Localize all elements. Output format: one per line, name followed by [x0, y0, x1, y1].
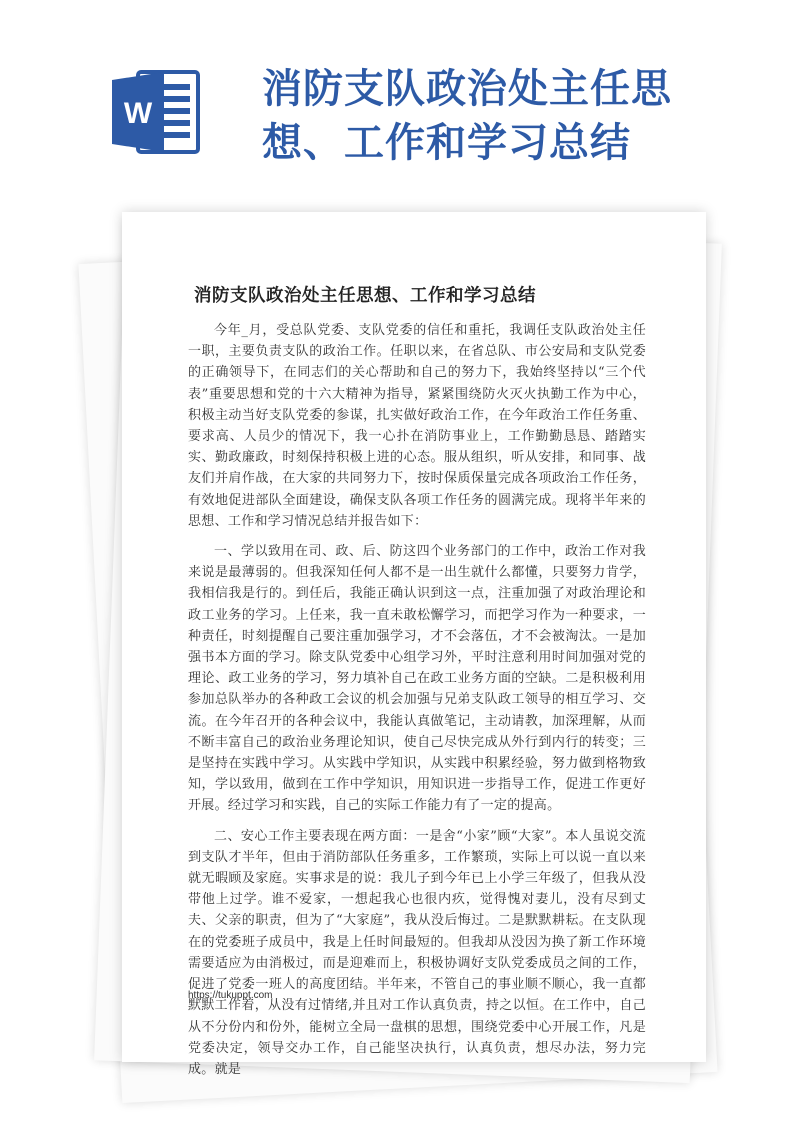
banner-title: 消防支队政治处主任思想、工作和学习总结	[262, 66, 672, 166]
paragraph-study: 一、学以致用在司、政、后、防这四个业务部门的工作中，政治工作对我来说是最薄弱的。但我深知任何人都不是一出生就什么都懂，只要努力肯学，我相信我是行的。到任后，我能正确认识到这一点，注重加强了对政治理论和政工业务的学习。上任来，我一直未敢松懈学习，而把学习作为一种要求，一种责任，时刻提醒自己要注重加强学习，才不会落伍，才不会被淘汰。一是加强书本方面的学习。除支队党委中心组学习外，平时注意利用时间加强对党的理论、政工业务的学习，努力填补自己在政工业务方面的空缺。二是积极利用参加总队举办的各种政工会议的机会加强与兄弟支队政工领导的相互学习、交流。在今年召开的各种会议中，我能认真做笔记，主动请教，加深理解，从而不断丰富自己的政治业务理论知识，使自己尽快完成从外行到内行的转变；三是坚持在实践中学习。从实践中学知识，从实践中积累经验，努力做到格物致知，学以致用，做到在工作中学知识，用知识进一步指导工作，促进工作更好开展。经过学习和实践，自己的实际工作能力有了一定的提高。	[188, 544, 646, 814]
document-page	[122, 212, 706, 1077]
document-body	[188, 320, 646, 1089]
document-title: 消防支队政治处主任思想、工作和学习总结	[194, 286, 536, 306]
word-document-icon	[108, 64, 204, 160]
paragraph-intro: 今年_月，受总队党委、支队党委的信任和重托，我调任支队政治处主任一职，主要负责支队的政治工作。任职以来，在省总队、市公安局和支队党委的正确领导下，在同志们的关心帮助和自己的努力下，我始终坚持以“三个代表”重要思想和党的十六大精神为指导，紧紧围绕防火灭火执勤工作为中心，积极主动当好支队党委的参谋，扎实做好政治工作，在今年政治工作任务重、要求高、人员少的情况下，我一心扑在消防事业上，工作勤勤恳恳、踏踏实实、勤政廉政，时刻保持积极上进的心态。服从组织，听从安排，和同事、战友们并肩作战，在大家的共同努力下，按时保质保量完成各项政治工作任务，有效地促进部队全面建设，确保支队各项工作任务的圆满完成。现将半年来的思想、工作和学习情况总结并报告如下：	[188, 323, 646, 529]
paragraph-work: 二、安心工作主要表现在两方面：一是舍“小家”顾“大家”。本人虽说交流到支队才半年，但由于消防部队任务重多，工作繁琐，实际上可以说一直以来就无暇顾及家庭。实事求是的说：我儿子到今年已上小学三年级了，但我从没带他上过学。谁不爱家，一想起我心也很内疚，觉得愧对妻儿，没有尽到丈夫、父亲的职责，但为了“大家庭”，我从没后悔过。二是默默耕耘。在支队现在的党委班子成员中，我是上任时间最短的。但我却从没因为换了新工作环境需要适应为由消极过，而是迎难而上，积极协调好支队党委成员之间的工作，促进了党委一班人的高度团结。半年来，不管自己的事业顺不顺心，我一直都默默工作着，从没有过情绪,并且对工作认真负责，持之以恒。在工作中，自己从不分份内和份外，能树立全局一盘棋的思想，围绕党委中心开展工作，凡是党委决定，领导交办工作，自己能坚决执行，认真负责，想尽办法，努力完成。就是	[188, 828, 646, 1077]
source-url[interactable]: https://tukuppt.com	[188, 990, 273, 1001]
word-logo-letter: W	[123, 97, 153, 130]
